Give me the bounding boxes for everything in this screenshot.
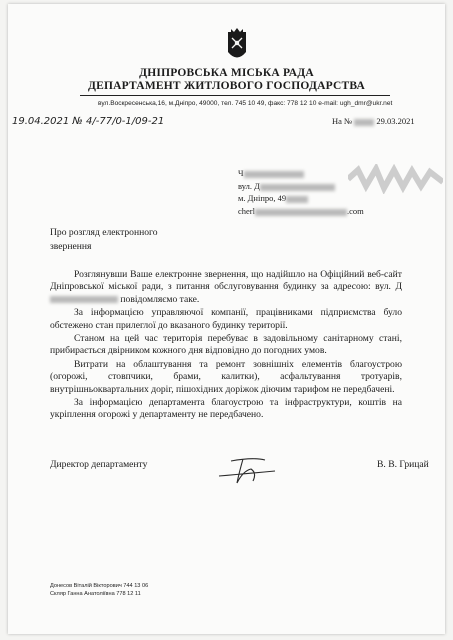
letter-sheet	[8, 4, 445, 634]
department-name: ДЕПАРТАМЕНТ ЖИТЛОВОГО ГОСПОДАРСТВА	[88, 80, 365, 92]
paragraph-5: За інформацією департамента благоустрою та інфраструктури, коштів на укріплення огорожі у департаменту не передбачено.	[50, 397, 402, 421]
executor-line-1: Донесов Віталій Вікторович 744 13 06	[50, 583, 149, 589]
signatory-position: Директор департаменту	[50, 459, 148, 470]
recipient-line-1: Ч	[238, 168, 304, 178]
recipient-line-3: м. Дніпро, 49	[238, 193, 308, 203]
letter-subject: Про розгляд електронного звернення	[50, 227, 158, 252]
paragraph-3: Станом на цей час територія перебуває в задовільному санітарному стані, прибирається двірником кожного дня відповідно до погодних умов.	[50, 333, 402, 357]
paragraph-1: Розглянувши Ваше електронне звернення, що надійшло на Офіційний веб-сайт Дніпровської міської ради, з питання обслуговування будинку за адресою: вул. Д повідомляємо таке.	[50, 269, 402, 305]
reference-prefix: На №	[332, 116, 353, 126]
redacted-block	[286, 196, 308, 203]
reference-number	[332, 116, 415, 126]
redacted-block	[260, 184, 335, 191]
handwritten-registration: 19.04.2021 № 4/-77/0-1/09-21	[12, 116, 165, 127]
council-name: ДНІПРОВСЬКА МІСЬКА РАДА	[139, 67, 314, 79]
department-address: вул.Воскресенська,16, м.Дніпро, 49000, тел. 745 10 49, факс: 778 12 10 e-mail: ugh_dmr@ukr.net	[98, 100, 393, 107]
redaction-scribble	[348, 164, 443, 194]
paragraph-2: За інформацією управляючої компанії, працівниками підприємства було обстежено стан прилеглої до вказаного будинку території.	[50, 307, 402, 331]
redacted-block	[354, 119, 374, 126]
redacted-block	[50, 296, 118, 303]
recipient-line-2: вул. Д	[238, 181, 335, 191]
recipient-line-4: cherl .com	[238, 206, 364, 216]
signatory-name: В. В. Грицай	[377, 459, 429, 470]
dnipro-coat-of-arms-icon	[226, 26, 248, 64]
letter-body	[50, 269, 402, 423]
executor-line-2: Скляр Ганна Анатоліївна 778 12 11	[50, 591, 141, 597]
paragraph-4: Витрати на облаштування та ремонт зовнішніх елементів благоустрою (огорожі, стовпчики, брами, калитки), асфальтування тротуарів, внутрішньоквартальних доріг, пішохідних доріжок діючим тарифом не передбачені.	[50, 358, 402, 395]
redacted-block	[255, 209, 347, 216]
redacted-block	[244, 171, 304, 178]
header-divider	[80, 95, 390, 96]
reference-date: 29.03.2021	[376, 116, 415, 126]
handwritten-signature	[213, 451, 283, 491]
